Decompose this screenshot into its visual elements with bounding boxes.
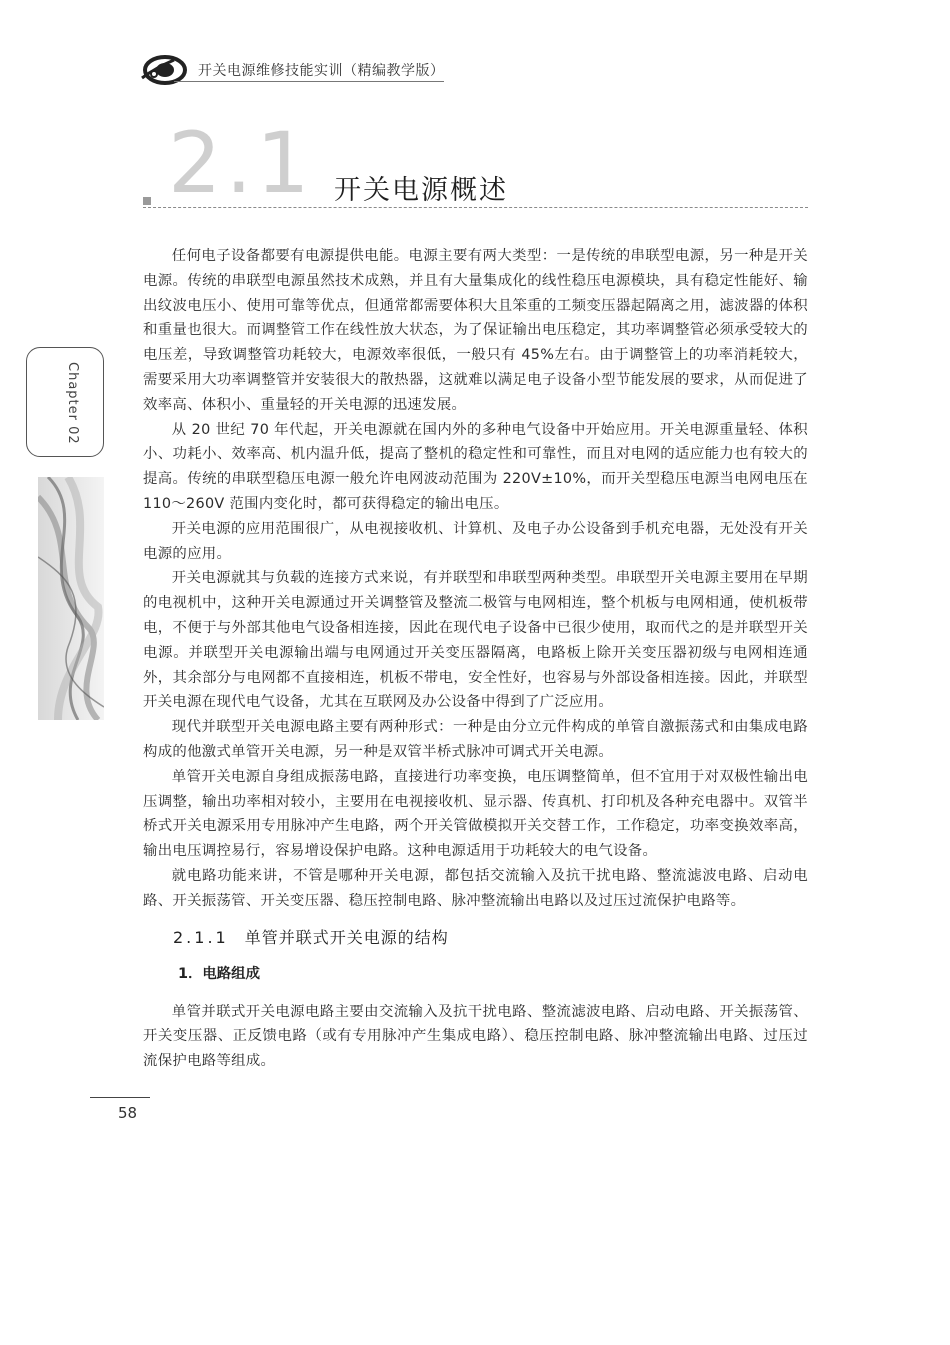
section-title: 开关电源概述 (334, 175, 508, 206)
chapter-label: Chapter 02 (65, 362, 80, 445)
paragraph: 从 20 世纪 70 年代起，开关电源就在国内外的多种电气设备中开始应用。开关电源重量轻、体积小、功耗小、效率高、机内温升低，提高了整机的稳定性和可靠性，而且对电网的适应能力也有较大的提高。传统的串联型稳压电源一般允许电网波动范围为 220V±10%，而开关型稳压电源当电网电压在 110～260V 范围内变化时，都可获得稳定的输出电压。 (143, 421, 808, 512)
header-rule (174, 81, 444, 82)
paragraph: 现代并联型开关电源电路主要有两种形式：一种是由分立元件构成的单管自激振荡式和由集成电路构成的他激式单管开关电源，另一种是双管半桥式脉冲可调式开关电源。 (143, 719, 808, 760)
decorative-swirl-image (38, 477, 104, 720)
page-number: 58 (118, 1104, 138, 1122)
body-content (143, 244, 808, 1074)
subsection-heading (173, 926, 808, 950)
subsection-number: 2.1.1 (173, 927, 229, 947)
book-title: 开关电源维修技能实训（精编教学版） (198, 63, 445, 79)
running-header (140, 52, 445, 88)
section-number: 2.1 (168, 114, 314, 212)
section-marker (143, 197, 151, 205)
book-logo-icon (140, 52, 188, 88)
paragraph: 单管并联式开关电源电路主要由交流输入及抗干扰电路、整流滤波电路、启动电路、开关振荡管、开关变压器、正反馈电路（或有专用脉冲产生集成电路）、稳压控制电路、脉冲整流输出电路、过压过流保护电路等组成。 (143, 1003, 808, 1070)
subsection-title: 单管并联式开关电源的结构 (244, 927, 449, 947)
minor-heading: 1．电路组成 (178, 965, 260, 982)
paragraph: 任何电子设备都要有电源提供电能。电源主要有两大类型：一是传统的串联型电源，另一种是开关电源。传统的串联型电源虽然技术成熟，并且有大量集成化的线性稳压电源模块，具有稳定性能好、输出纹波电压小、使用可靠等优点，但通常都需要体积大且笨重的工频变压器起隔离之用，滤波器的体积和重量也很大。而调整管工作在线性放大状态，为了保证输出电压稳定，其功率调整管必须承受较大的电压差，导致调整管功耗较大，电源效率很低，一般只有 45%左右。由于调整管上的功率消耗较大，需要采用大功率调整管并安装很大的散热器，这就难以满足电子设备小型节能发展的要求，从而促进了效率高、体积小、重量轻的开关电源的迅速发展。 (143, 248, 808, 413)
footer-rule (90, 1097, 150, 1098)
paragraph: 开关电源就其与负载的连接方式来说，有并联型和串联型两种类型。串联型开关电源主要用在早期的电视机中，这种开关电源通过开关调整管及整流二极管与电网相连，整个机板与电网相通，使机板带电，不便于与外部其他电气设备相连接，因此在现代电子设备中已很少使用，取而代之的是并联型开关电源。并联型开关电源输出端与电网通过开关变压器隔离，电路板上除开关变压器初级与电网相连通外，其余部分与电网都不直接相连，机板不带电，安全性好，也容易与外部设备相连接。因此，并联型开关电源在现代电气设备，尤其在互联网及办公设备中得到了广泛应用。 (143, 570, 808, 711)
paragraph: 单管开关电源自身组成振荡电路，直接进行功率变换，电压调整简单，但不宜用于对双极性输出电压调整，输出功率相对较小，主要用在电视接收机、显示器、传真机、打印机及各种充电器中。双管半桥式开关电源采用专用脉冲产生电路，两个开关管做模拟开关交替工作，工作稳定，功率变换效率高，输出电压调控易行，容易增设保护电路。这种电源适用于功耗较大的电气设备。 (143, 768, 808, 860)
paragraph: 开关电源的应用范围很广，从电视接收机、计算机、及电子办公设备到手机充电器，无处没有开关电源的应用。 (143, 520, 808, 562)
paragraph: 就电路功能来讲，不管是哪种开关电源，都包括交流输入及抗干扰电路、整流滤波电路、启动电路、开关振荡管、开关变压器、稳压控制电路、脉冲整流输出电路以及过压过流保护电路等。 (143, 867, 808, 909)
section-divider (143, 207, 808, 208)
